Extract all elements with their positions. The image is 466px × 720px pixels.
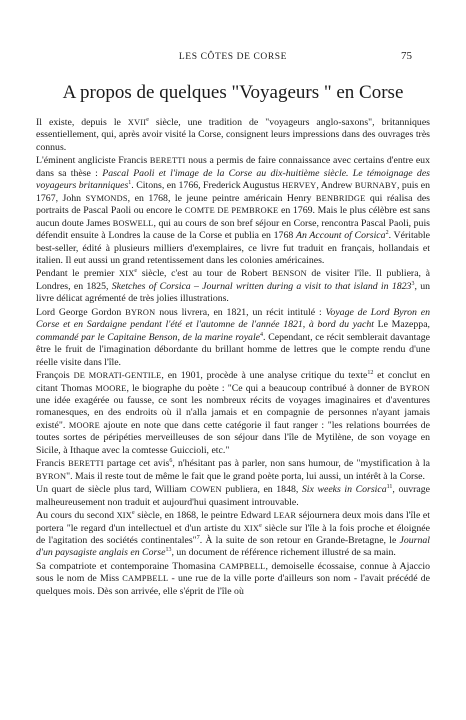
text-run: siècle, c'est au tour de Robert — [137, 268, 273, 280]
text-run: Lord George Gordon — [36, 306, 126, 318]
footnote-ref: e — [132, 510, 135, 517]
paragraph — [36, 370, 430, 457]
text-run: ". Mais il reste tout de même le fait que le grand poète porta, lui aussi, un intérêt à la Corse. — [66, 470, 425, 482]
footnote-ref: e — [259, 522, 262, 529]
footnote-ref: 13 — [165, 547, 172, 554]
paragraph — [36, 117, 430, 154]
paragraph — [36, 561, 430, 598]
footnote-ref: 3 — [411, 280, 415, 287]
text-run: , en 1768, le jeune peintre américain Henry — [127, 192, 316, 204]
text-run: nous livrera, en 1821, un récit intitulé : — [155, 306, 326, 318]
small-caps-name: XVII — [127, 118, 147, 127]
footnote-ref: 11 — [386, 484, 393, 491]
italic-title: Journal d'un paysagiste anglais en Corse — [36, 534, 430, 559]
text-run: Sa compatriote et contemporaine Thomasina — [36, 560, 220, 572]
footnote-ref: e — [146, 117, 149, 123]
text-run: , qui au cours de son bref séjour en Corse, rencontra Pascal Paoli, puis défendit ensuite à Londres la cause de la Corse et publia en 1768 — [36, 217, 430, 242]
text-run: publiera, en 1848, — [221, 484, 302, 496]
text-run: Pendant le premier — [36, 268, 120, 280]
text-run: Au cours du second — [36, 510, 117, 522]
small-caps-name: CAMPBELL — [122, 574, 169, 584]
small-caps-name: MOORE — [95, 383, 127, 393]
footnote-ref: 7 — [196, 534, 200, 541]
small-caps-name: XIX — [119, 269, 135, 279]
italic-title: Pascal Paoli et l'image de la Corse au dix-huitième siècle. Le témoignage des voyageurs britanniques — [36, 167, 430, 192]
small-caps-name: BYRON — [36, 471, 67, 481]
text-run: et conclut en citant Thomas — [36, 370, 430, 394]
text-run: . À la suite de son retour en Grande-Bretagne, le — [199, 534, 400, 546]
small-caps-name: BERETTI — [68, 459, 104, 469]
footnote-ref: 1 — [128, 180, 132, 187]
text-run: partage cet avis — [103, 458, 170, 470]
paragraph — [36, 268, 430, 305]
small-caps-name: BYRON — [399, 383, 430, 393]
footnote-ref: 4 — [260, 331, 264, 338]
small-caps-name: SYMONDS — [85, 193, 128, 203]
small-caps-name: DE MORATI-GENTILE — [73, 371, 162, 381]
italic-title: Voyage de Lord Byron en Corse et en Sardaigne pendant l'été et l'automne de l'année 1821, à bord du yacht — [36, 306, 431, 331]
italic-title: , commandé par le Capitaine Benson, de la marine royale — [36, 319, 430, 343]
small-caps-name: HERVEY — [282, 181, 317, 191]
text-run: . Citons, en 1766, Frederick Augustus — [131, 180, 283, 192]
small-caps-name: BENBRIDGE — [315, 193, 366, 203]
text-run: Francis — [36, 458, 69, 470]
small-caps-name: BOSWELL — [112, 218, 154, 228]
text-run: séjournera deux mois dans l'île et portera "le regard d'un intellectuel et d'un artiste du — [36, 510, 431, 534]
text-run: ajoute en note que dans cette catégorie il faut ranger : "les relations bourrées de toutes sortes de péripéties merveilleuses de son séjour dans l'île de Mytilène, de son voyage en Sicile, à Ithaque avec la comtesse Guiccioli, etc." — [36, 419, 430, 456]
small-caps-name: LEAR — [273, 511, 297, 521]
text-run: L'éminent angliciste Francis — [36, 155, 150, 167]
text-run: François — [36, 370, 74, 382]
text-run: Le Mazeppa — [373, 319, 428, 331]
text-run: , n'hésitant pas à parler, non sans humour, de "mystification à la — [172, 458, 431, 470]
paragraph — [36, 510, 430, 560]
text-run: qui réalisa des portraits de Pascal Paoli ou encore le — [36, 192, 430, 217]
text-run: , le biographe du poète : "Ce qui a beaucoup contribué à donner de — [126, 382, 400, 394]
italic-title: Sketches of Corsica – Journal written during a visit to that island in 1823 — [111, 280, 412, 292]
text-run: , un livre délicat agrémenté de très jolies illustrations. — [36, 280, 430, 305]
text-run: , puis en 1767, John — [36, 180, 430, 204]
text-run: . Cependant, ce récit semblerait davantage être le fruit de l'imagination débordante du brillant homme de lettres que le compte rendu d'une réelle visite dans l'île. — [36, 331, 430, 368]
page-title: A propos de quelques "Voyageurs " en Corse — [62, 82, 404, 103]
text-run: . Véritable best-seller, édité à plusieurs milliers d'exemplaires, ce livre fut traduit en français, hollandais et italien. Il eut aussi un grand retentissement dans les colonies américaines. — [36, 230, 430, 266]
text-run: Un quart de siècle plus tard, William — [36, 484, 191, 496]
text-run: une idée exagérée ou fausse, ce sont les nombreux récits de voyages imaginaires et d'aventures romanesques, en des endroits où il n'alla jamais et en compagnie de personnes n'ayant jamais existé". — [36, 394, 430, 431]
text-run: nous a permis de faire connaissance avec certains d'entre eux dans sa thèse : — [36, 155, 430, 179]
small-caps-name: XIX — [116, 511, 132, 521]
text-run: - une rue de la ville porte d'ailleurs son nom - l'avait précédé de quelques mois. Dès son arrivée, elle s'éprit de l'île où — [36, 573, 430, 597]
italic-title: An Account of Corsica — [295, 230, 386, 242]
paragraph — [36, 307, 430, 369]
text-run: en 1769. Mais le plus célèbre est sans aucun doute James — [36, 205, 430, 229]
small-caps-name: COMTE DE PEMBROKE — [184, 206, 279, 216]
italic-title: Six weeks in Corsica — [301, 484, 387, 496]
small-caps-name: MOORE — [68, 420, 100, 430]
paragraph — [36, 155, 430, 267]
small-caps-name: BURNABY — [354, 181, 397, 191]
text-run: siècle, en 1868, le peintre Edward — [134, 510, 274, 522]
footnote-ref: 2 — [385, 230, 389, 237]
text-run: siècle, une tradition de "voyageurs anglo-saxons", britanniques essentiellement, qui, après avoir visité la Corse, consignent leurs impressions dans des ouvrages très connus. — [36, 117, 430, 153]
footnote-ref: 12 — [367, 370, 374, 377]
small-caps-name: BERETTI — [149, 156, 186, 166]
small-caps-name: COWEN — [190, 485, 222, 495]
body-text — [36, 117, 430, 598]
small-caps-name: BENSON — [272, 269, 307, 279]
text-run: Il existe, depuis le — [36, 117, 128, 128]
small-caps-name: BYRON — [125, 307, 156, 317]
text-run: , Andrew — [316, 180, 355, 192]
paragraph — [36, 458, 430, 483]
footnote-ref: e — [134, 268, 138, 275]
small-caps-name: XIX — [243, 523, 260, 533]
paragraph — [36, 484, 430, 509]
text-run: , en 1901, procède à une analyse critique du texte — [161, 370, 368, 382]
small-caps-name: CAMPBELL — [219, 561, 266, 571]
text-run: , ouvrage malheureusement non traduit et aujourd'hui quasiment introuvable. — [36, 484, 430, 508]
footnote-ref: 6 — [169, 458, 173, 465]
text-run: siècle sur l'île à la fois proche et éloignée de l'agitation des sociétés continentales" — [36, 522, 431, 546]
running-head: LES CÔTES DE CORSE — [178, 52, 288, 62]
text-run: , demoiselle écossaise, connue à Ajaccio sous le nom de Miss — [36, 560, 430, 585]
text-run: , un document de référence richement illustré de sa main. — [171, 547, 396, 559]
page-number: 75 — [401, 50, 412, 62]
text-run: de visiter l'île. Il publiera, à Londres, en 1825, — [36, 268, 430, 292]
